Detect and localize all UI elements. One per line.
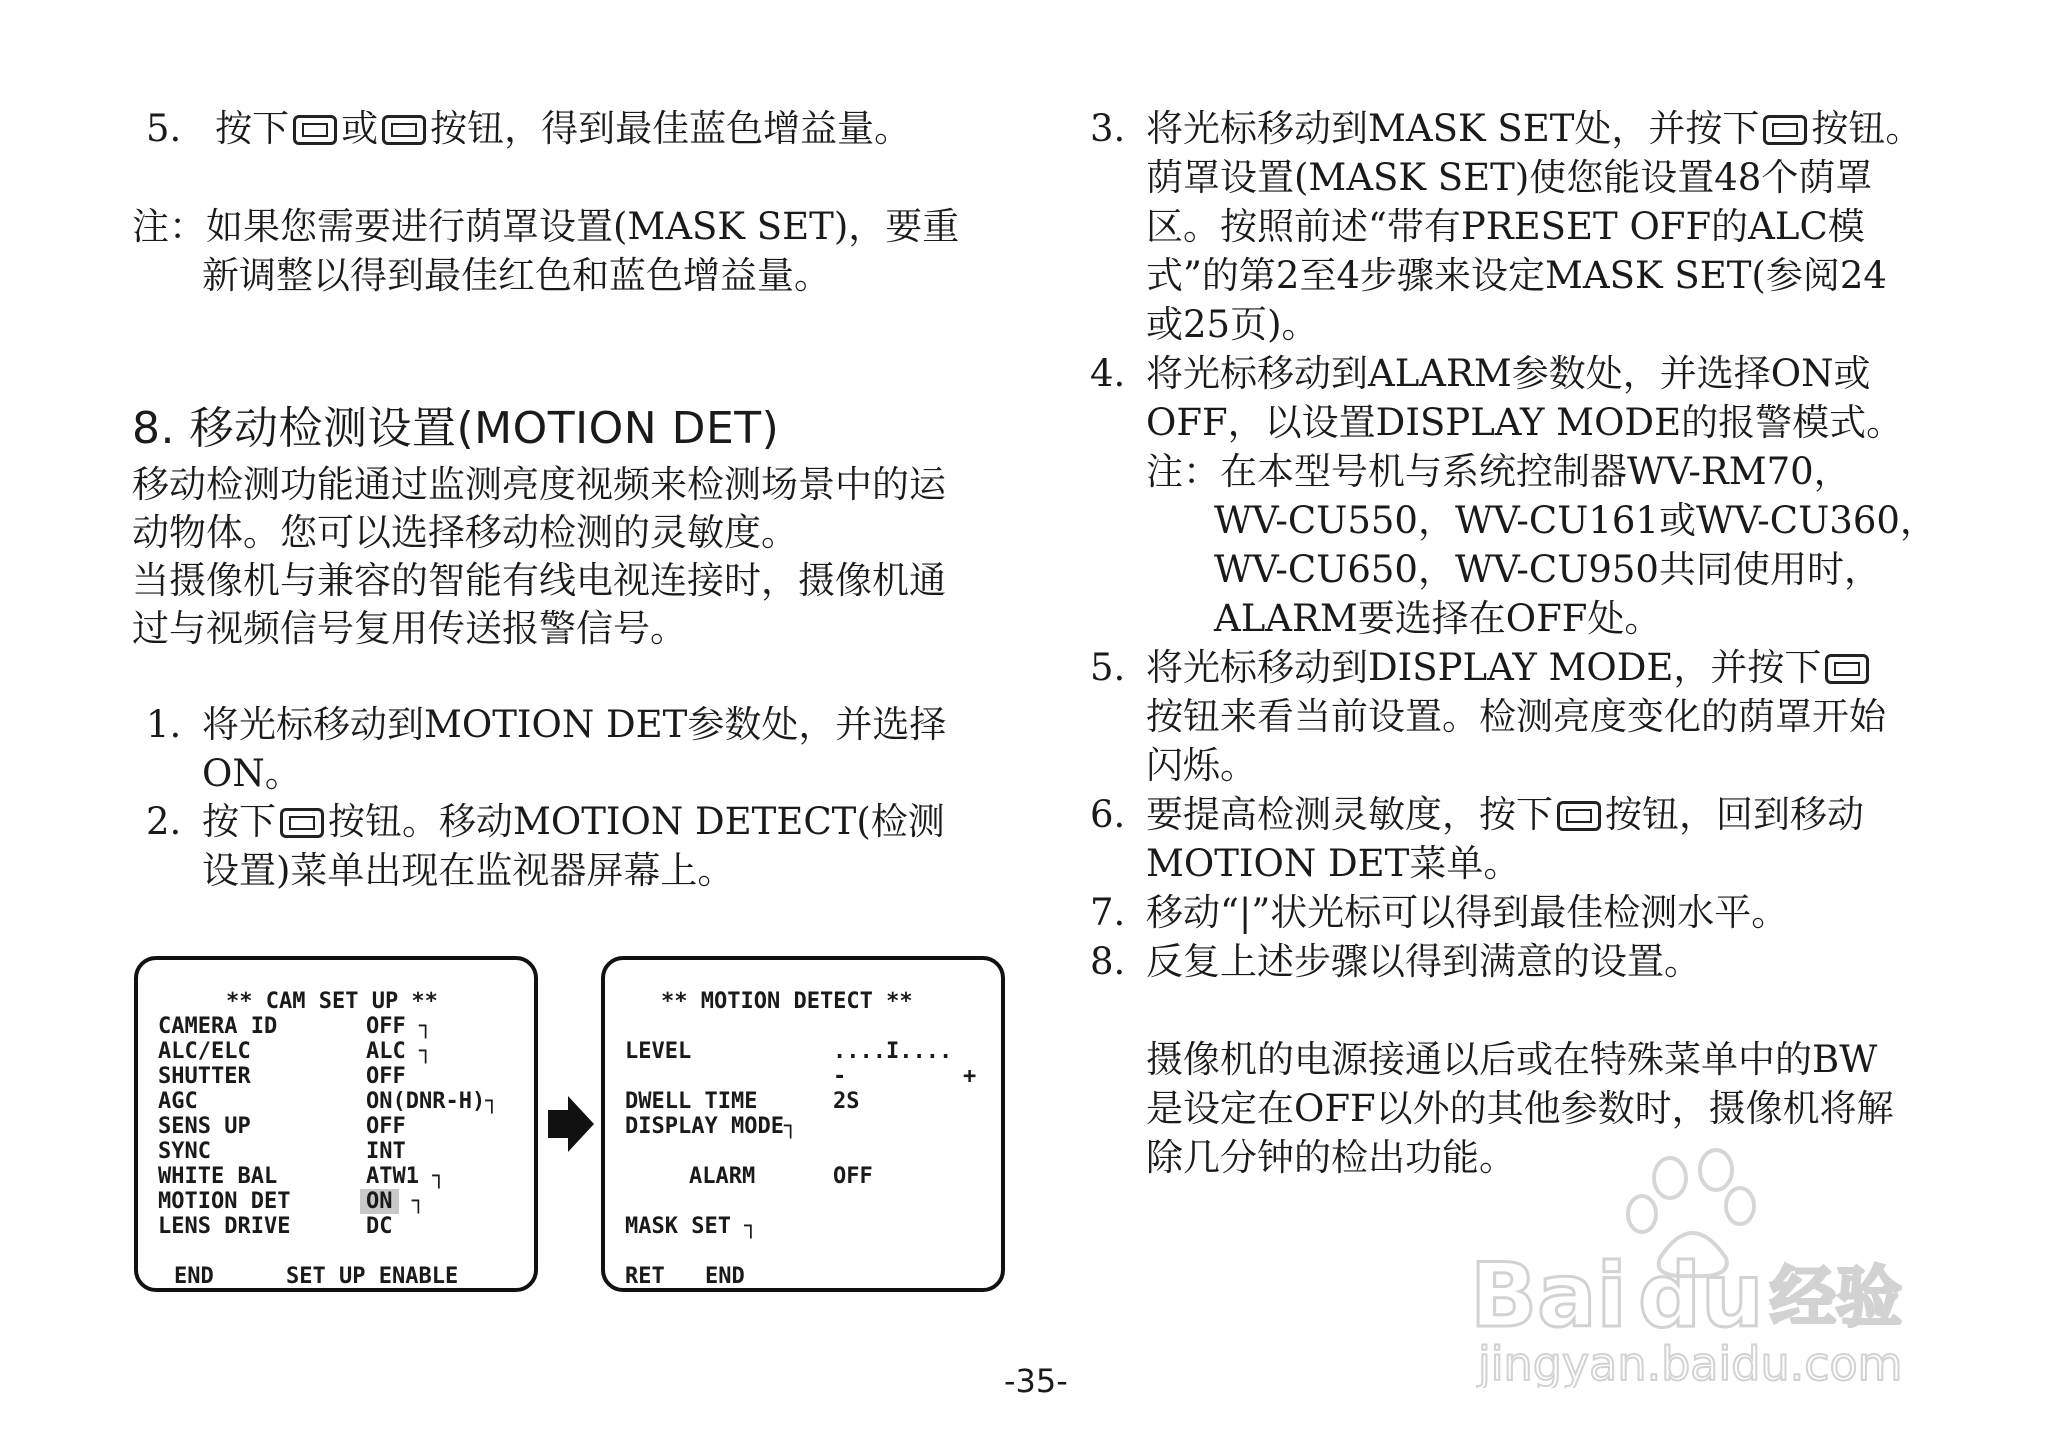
- left-note: 注：如果您需要进行荫罩设置(MASK SET)，要重: [132, 205, 960, 248]
- left-step-1: 1.: [146, 703, 182, 746]
- right-step-4-num: 4.: [1090, 352, 1126, 395]
- screen1-row-motion-det: MOTION DET: [158, 1189, 291, 1214]
- right-step-7-num: 7.: [1090, 891, 1126, 934]
- para-line-4: 过与视频信号复用传送报警信号。: [132, 607, 687, 650]
- screen2-level-value: ....I....: [833, 1039, 953, 1064]
- screen2-footer-ret: RET: [625, 1264, 665, 1289]
- set-button-icon: [1763, 115, 1807, 145]
- right-step-4-line1: 将光标移动到ALARM参数处，并选择ON或: [1146, 352, 1871, 395]
- screen1-value-sync: INT: [366, 1139, 406, 1164]
- baidu-jingyan-watermark: [1470, 1148, 1980, 1388]
- right-note-line3: WV-CU650，WV-CU950共同使用时，: [1214, 548, 1881, 591]
- screen1-value-lens-drive: DC: [366, 1214, 393, 1239]
- para-line-1: 移动检测功能通过监测亮度视频来检测场景中的运: [132, 463, 946, 506]
- screen1-row-alc: ALC/ELC: [158, 1039, 251, 1064]
- right-step-5-line3: 闪烁。: [1146, 744, 1257, 787]
- motion-det-cursor: ON: [360, 1189, 399, 1214]
- screen2-title: ** MOTION DETECT **: [661, 989, 913, 1014]
- right-para-line3: 除几分钟的检出功能。: [1146, 1136, 1516, 1179]
- screen1-value-sens-up: OFF: [366, 1114, 406, 1139]
- left-step-2-line2: 设置)菜单出现在监视器屏幕上。: [202, 849, 735, 892]
- right-step-3-line1: 将光标移动到MASK SET处，并按下 按钮。: [1146, 107, 1923, 150]
- right-note-line4: ALARM要选择在OFF处。: [1214, 597, 1662, 640]
- right-step-5-line1: 将光标移动到DISPLAY MODE，并按下: [1146, 643, 1873, 692]
- set-button-icon: [1557, 801, 1601, 831]
- left-step-2-line1: 按下 按钮。移动MOTION DETECT(检测: [202, 800, 945, 843]
- svg-text:du: du: [1638, 1244, 1764, 1347]
- right-step-3-line4: 式”的第2至4步骤来设定MASK SET(参阅24: [1146, 254, 1887, 297]
- baidu-paw-logo: [1470, 1148, 1980, 1388]
- motion-detect-screen: [601, 956, 1005, 1292]
- screen1-row-shutter: SHUTTER: [158, 1064, 251, 1089]
- left-step-5: 5. 按下 或 按钮，得到最佳蓝色增益量。: [146, 107, 912, 150]
- screen2-alarm-label: ALARM: [689, 1164, 756, 1189]
- screen2-dwell-value: 2S: [833, 1089, 860, 1114]
- screen2-dwell-label: DWELL TIME: [625, 1089, 758, 1114]
- page-number: -35-: [1004, 1362, 1068, 1400]
- screen2-footer-end: END: [705, 1264, 745, 1289]
- screen1-row-lens-drive: LENS DRIVE: [158, 1214, 291, 1239]
- right-step-8-num: 8.: [1090, 940, 1126, 983]
- screen1-footer-end: END: [174, 1264, 214, 1289]
- screen1-value-motion-det: ON ┐: [360, 1189, 425, 1214]
- screen1-row-agc: AGC: [158, 1089, 198, 1114]
- right-button-icon: [382, 115, 426, 145]
- right-step-6-num: 6.: [1090, 793, 1126, 836]
- svg-text:jingyan.baidu.com: jingyan.baidu.com: [1478, 1337, 1903, 1388]
- screen1-row-sync: SYNC: [158, 1139, 211, 1164]
- right-step-5-line2: 按钮来看当前设置。检测亮度变化的荫罩开始: [1146, 695, 1886, 738]
- set-button-icon: [280, 808, 324, 838]
- para-line-2: 动物体。您可以选择移动检测的灵敏度。: [132, 511, 798, 554]
- right-note-line2: WV-CU550，WV-CU161或WV-CU360，: [1214, 499, 1937, 542]
- para-line-3: 当摄像机与兼容的智能有线电视连接时，摄像机通: [132, 559, 946, 602]
- screen2-alarm-value: OFF: [833, 1164, 873, 1189]
- screen1-row-white-bal: WHITE BAL: [158, 1164, 278, 1189]
- right-step-4-line2: OFF，以设置DISPLAY MODE的报警模式。: [1146, 401, 1904, 444]
- screen1-value-camera-id: OFF ┐: [366, 1014, 433, 1039]
- screen1-value-white-bal: ATW1 ┐: [366, 1164, 446, 1189]
- right-step-3-line5: 或25页)。: [1146, 303, 1319, 346]
- arrow-right-icon: [548, 1096, 594, 1152]
- right-para-line2: 是设定在OFF以外的其他参数时，摄像机将解: [1146, 1087, 1894, 1130]
- screen1-footer-setup: SET UP ENABLE: [286, 1264, 459, 1289]
- left-step-2: 2.: [146, 800, 182, 843]
- screen1-title: ** CAM SET UP **: [226, 989, 438, 1014]
- section-heading: 8. 移动检测设置(MOTION DET): [132, 403, 780, 454]
- screen1-row-camera-id: CAMERA ID: [158, 1014, 278, 1039]
- screen1-value-agc: ON(DNR-H)┐: [366, 1089, 499, 1114]
- screen1-value-shutter: OFF: [366, 1064, 406, 1089]
- screen2-minus: -: [833, 1064, 847, 1089]
- screen1-value-alc: ALC ┐: [366, 1039, 433, 1064]
- right-step-8-text: 反复上述步骤以得到满意的设置。: [1146, 940, 1701, 983]
- svg-text:Bai: Bai: [1470, 1244, 1627, 1347]
- right-step-6-line1: 要提高检测灵敏度，按下 按钮，回到移动: [1146, 793, 1864, 836]
- left-note-line2: 新调整以得到最佳红色和蓝色增益量。: [202, 254, 831, 297]
- screen1-row-sens-up: SENS UP: [158, 1114, 251, 1139]
- screen2-level-label: LEVEL: [625, 1039, 692, 1064]
- screen2-mask-set: MASK SET ┐: [625, 1214, 758, 1239]
- screen2-display-mode: DISPLAY MODE┐: [625, 1114, 798, 1139]
- right-note-line1: 在本型号机与系统控制器WV-RM70，: [1220, 450, 1851, 493]
- right-step-7-text: 移动“|”状光标可以得到最佳检测水平。: [1146, 891, 1789, 934]
- right-step-3-line2: 荫罩设置(MASK SET)使您能设置48个荫罩: [1146, 156, 1873, 199]
- left-step-1-line2: ON。: [202, 752, 302, 795]
- right-step-3-num: 3.: [1090, 107, 1126, 150]
- right-step-6-line2: MOTION DET菜单。: [1146, 842, 1521, 885]
- screen2-plus: +: [963, 1064, 977, 1089]
- right-step-5-num: 5.: [1090, 646, 1126, 689]
- right-step-3-line3: 区。按照前述“带有PRESET OFF的ALC模: [1146, 205, 1865, 248]
- cam-setup-screen: [134, 956, 538, 1292]
- right-note-label: 注：: [1146, 450, 1220, 493]
- svg-text:经验: 经验: [1770, 1259, 1902, 1336]
- left-button-icon: [293, 115, 337, 145]
- set-button-icon: [1825, 654, 1869, 684]
- right-para-line1: 摄像机的电源接通以后或在特殊菜单中的BW: [1146, 1038, 1878, 1081]
- left-step-1-line1: 将光标移动到MOTION DET参数处，并选择: [202, 703, 947, 746]
